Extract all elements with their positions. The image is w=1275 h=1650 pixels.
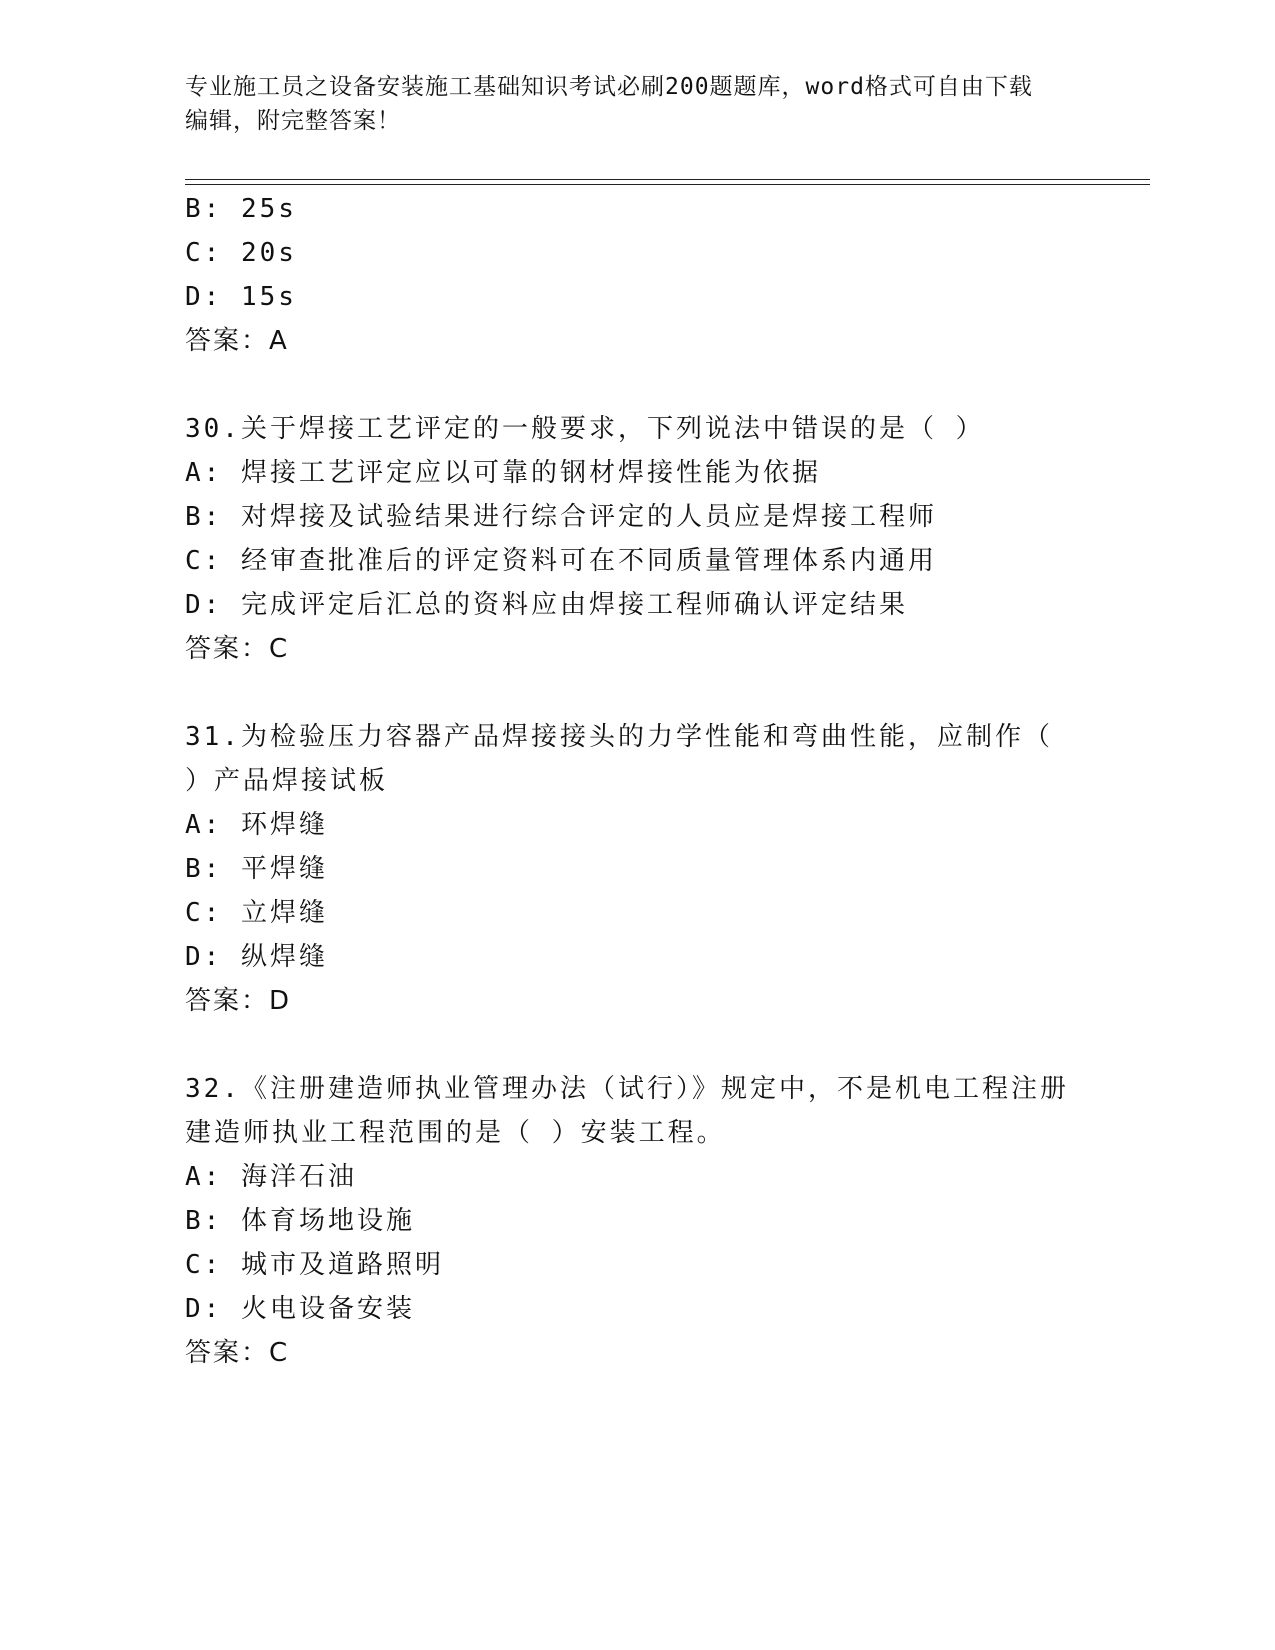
question-stem: 31.为检验压力容器产品焊接接头的力学性能和弯曲性能，应制作（ xyxy=(185,722,1053,752)
option-d: D: 纵焊缝 xyxy=(185,942,328,972)
answer-label: 答案：C xyxy=(185,634,290,664)
option-c: C: 20s xyxy=(185,238,297,268)
option-a: A: 环焊缝 xyxy=(185,810,328,840)
page-header xyxy=(185,70,1065,138)
option-b: B: 体育场地设施 xyxy=(185,1206,415,1236)
option-b: B: 对焊接及试验结果进行综合评定的人员应是焊接工程师 xyxy=(185,502,937,532)
option-d: D: 火电设备安装 xyxy=(185,1294,415,1324)
option-c: C: 经审查批准后的评定资料可在不同质量管理体系内通用 xyxy=(185,546,937,576)
answer-label: 答案：A xyxy=(185,326,289,356)
option-a: A: 焊接工艺评定应以可靠的钢材焊接性能为依据 xyxy=(185,458,821,488)
option-d: D: 完成评定后汇总的资料应由焊接工程师确认评定结果 xyxy=(185,590,908,620)
option-d: D: 15s xyxy=(185,282,297,312)
header-title-line-1: 专业施工员之设备安装施工基础知识考试必刷200题题库，word格式可自由下载 xyxy=(185,74,1033,100)
question-stem-continued: ）产品焊接试板 xyxy=(185,766,389,796)
option-a: A: 海洋石油 xyxy=(185,1162,357,1192)
header-title-line-2: 编辑，附完整答案！ xyxy=(185,108,401,134)
option-c: C: 立焊缝 xyxy=(185,898,328,928)
option-c: C: 城市及道路照明 xyxy=(185,1250,444,1280)
question-stem: 32.《注册建造师执业管理办法（试行）》规定中，不是机电工程注册 xyxy=(185,1074,1069,1104)
header-divider-top xyxy=(185,179,1150,180)
answer-label: 答案：C xyxy=(185,1338,290,1368)
question-stem: 30.关于焊接工艺评定的一般要求，下列说法中错误的是（ ） xyxy=(185,414,985,444)
option-b: B: 平焊缝 xyxy=(185,854,328,884)
question-stem-continued: 建造师执业工程范围的是（ ）安装工程。 xyxy=(185,1118,726,1148)
header-divider-bottom xyxy=(185,184,1150,185)
answer-label: 答案：D xyxy=(185,986,292,1016)
option-b: B: 25s xyxy=(185,194,297,224)
